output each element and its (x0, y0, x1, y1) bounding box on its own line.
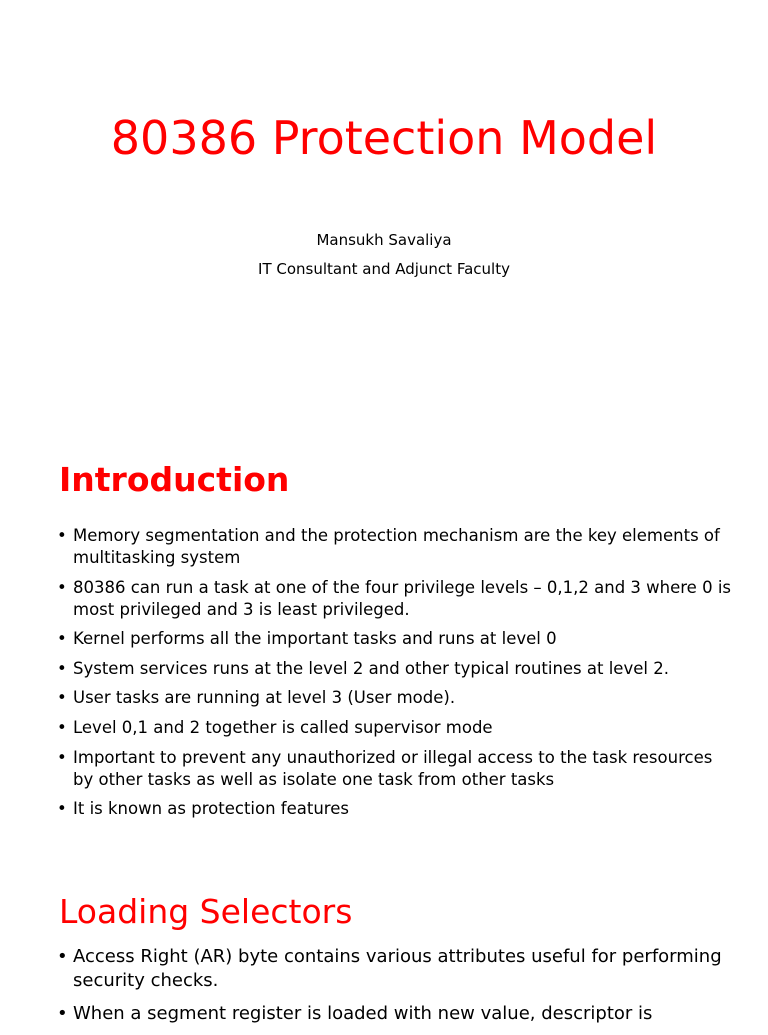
list-item: • Access Right (AR) byte contains various attributes useful for performing security checks. (57, 945, 737, 993)
introduction-bullet-list (57, 525, 737, 828)
list-item: • When a segment register is loaded with new value, descriptor is (57, 1002, 737, 1026)
presentation-title: 80386 Protection Model (110, 111, 658, 165)
list-item: • Important to prevent any unauthorized or illegal access to the task resources by other tasks as well as isolate one task from other tasks (57, 747, 737, 791)
list-item: • Memory segmentation and the protection mechanism are the key elements of multitasking system (57, 525, 737, 569)
introduction-heading: Introduction (59, 460, 290, 499)
list-item: • 80386 can run a task at one of the four privilege levels – 0,1,2 and 3 where 0 is most privileged and 3 is least privileged. (57, 577, 737, 621)
list-item: • System services runs at the level 2 and other typical routines at level 2. (57, 658, 737, 680)
author-role: IT Consultant and Adjunct Faculty (258, 260, 510, 278)
author-name: Mansukh Savaliya (316, 231, 452, 249)
loading-selectors-bullet-list (57, 945, 737, 1035)
loading-selectors-slide (0, 850, 768, 1024)
loading-selectors-heading: Loading Selectors (59, 892, 353, 931)
list-item: • Kernel performs all the important tasks and runs at level 0 (57, 628, 737, 650)
introduction-slide (0, 430, 768, 850)
list-item: • User tasks are running at level 3 (User mode). (57, 687, 737, 709)
title-slide (0, 0, 768, 430)
list-item: • It is known as protection features (57, 798, 737, 820)
list-item: • Level 0,1 and 2 together is called supervisor mode (57, 717, 737, 739)
